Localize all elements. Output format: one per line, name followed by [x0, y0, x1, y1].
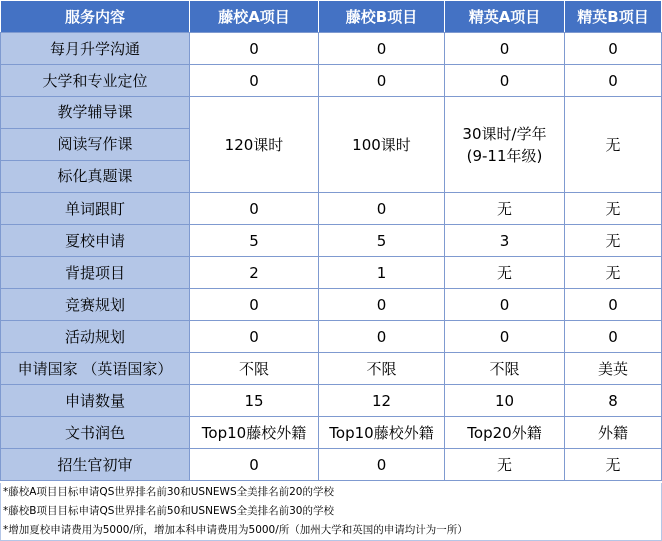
table-row — [1, 353, 662, 385]
cell-value: 无 — [565, 225, 662, 257]
cell-value: 0 — [319, 449, 445, 481]
table-row — [1, 289, 662, 321]
cell-value: 0 — [319, 65, 445, 97]
cell-value-sub: (9-11年级) — [466, 146, 543, 165]
cell-value: 0 — [190, 289, 319, 321]
cell-value: 3 — [445, 225, 565, 257]
row-label: 单词跟盯 — [1, 193, 190, 225]
cell-value: 1 — [319, 257, 445, 289]
cell-value — [445, 97, 565, 193]
row-label: 活动规划 — [1, 321, 190, 353]
footnote: *藤校A项目目标申请QS世界排名前30和USNEWS全美排名前20的学校 — [3, 486, 334, 498]
table-row — [1, 449, 662, 481]
header-service: 服务内容 — [1, 1, 190, 33]
cell-value: 无 — [445, 257, 565, 289]
cell-value: 0 — [445, 321, 565, 353]
cell-value: 5 — [319, 225, 445, 257]
cell-value: Top10藤校外籍 — [319, 417, 445, 449]
cell-value: 0 — [190, 33, 319, 65]
cell-value: 无 — [445, 193, 565, 225]
cell-value: Top10藤校外籍 — [190, 417, 319, 449]
cell-value: 0 — [445, 33, 565, 65]
footnote: *增加夏校申请费用为5000/所，增加本科申请费用为5000/所（加州大学和英国的申请均计为一所） — [3, 524, 468, 536]
cell-value: 不限 — [190, 353, 319, 385]
row-label: 标化真题课 — [57, 167, 133, 185]
row-label-group — [1, 97, 190, 193]
header-ivy-b: 藤校B项目 — [319, 1, 445, 33]
row-label: 夏校申请 — [1, 225, 190, 257]
row-label: 申请国家 （英语国家） — [1, 353, 190, 385]
cell-value: 0 — [565, 321, 662, 353]
row-label: 背提项目 — [1, 257, 190, 289]
cell-value: 0 — [565, 289, 662, 321]
cell-value: 无 — [565, 449, 662, 481]
cell-value: 5 — [190, 225, 319, 257]
cell-value: 0 — [190, 449, 319, 481]
footnote: *藤校B项目目标申请QS世界排名前50和USNEWS全美排名前30的学校 — [3, 505, 334, 517]
header-ivy-a: 藤校A项目 — [190, 1, 319, 33]
cell-value: 0 — [190, 321, 319, 353]
footnotes — [0, 483, 662, 541]
row-label: 申请数量 — [1, 385, 190, 417]
cell-value: 无 — [565, 193, 662, 225]
table-row — [1, 33, 662, 65]
cell-value: 无 — [445, 449, 565, 481]
cell-value: 0 — [319, 321, 445, 353]
table-row — [1, 225, 662, 257]
cell-value: 15 — [190, 385, 319, 417]
cell-value: 外籍 — [565, 417, 662, 449]
table-row — [1, 417, 662, 449]
cell-value: 0 — [190, 65, 319, 97]
table-row — [1, 321, 662, 353]
cell-value: 0 — [445, 289, 565, 321]
cell-value: 美英 — [565, 353, 662, 385]
cell-value: 100课时 — [319, 97, 445, 193]
cell-value: 0 — [445, 65, 565, 97]
cell-value: 0 — [565, 65, 662, 97]
cell-value: 120课时 — [190, 97, 319, 193]
cell-value: 无 — [565, 257, 662, 289]
cell-value: 不限 — [319, 353, 445, 385]
header-elite-a: 精英A项目 — [445, 1, 565, 33]
table-row — [1, 97, 662, 193]
cell-value: 0 — [319, 193, 445, 225]
cell-value: 不限 — [445, 353, 565, 385]
cell-value-main: 30课时/学年 — [462, 124, 547, 143]
header-row — [1, 1, 662, 33]
row-label: 阅读写作课 — [1, 129, 189, 161]
table-row — [1, 385, 662, 417]
table-row — [1, 193, 662, 225]
row-label: 大学和专业定位 — [1, 65, 190, 97]
row-label: 文书润色 — [1, 417, 190, 449]
table-row — [1, 257, 662, 289]
cell-value: Top20外籍 — [445, 417, 565, 449]
cell-value: 10 — [445, 385, 565, 417]
cell-value: 2 — [190, 257, 319, 289]
cell-value: 0 — [319, 33, 445, 65]
table-row — [1, 65, 662, 97]
row-label: 竞赛规划 — [1, 289, 190, 321]
cell-value: 无 — [565, 97, 662, 193]
row-label: 每月升学沟通 — [1, 33, 190, 65]
cell-value: 0 — [319, 289, 445, 321]
cell-value: 0 — [565, 33, 662, 65]
header-elite-b: 精英B项目 — [565, 1, 662, 33]
cell-value: 12 — [319, 385, 445, 417]
row-label: 教学辅导课 — [1, 97, 189, 129]
cell-value: 0 — [190, 193, 319, 225]
row-label: 招生官初审 — [1, 449, 190, 481]
cell-value: 8 — [565, 385, 662, 417]
